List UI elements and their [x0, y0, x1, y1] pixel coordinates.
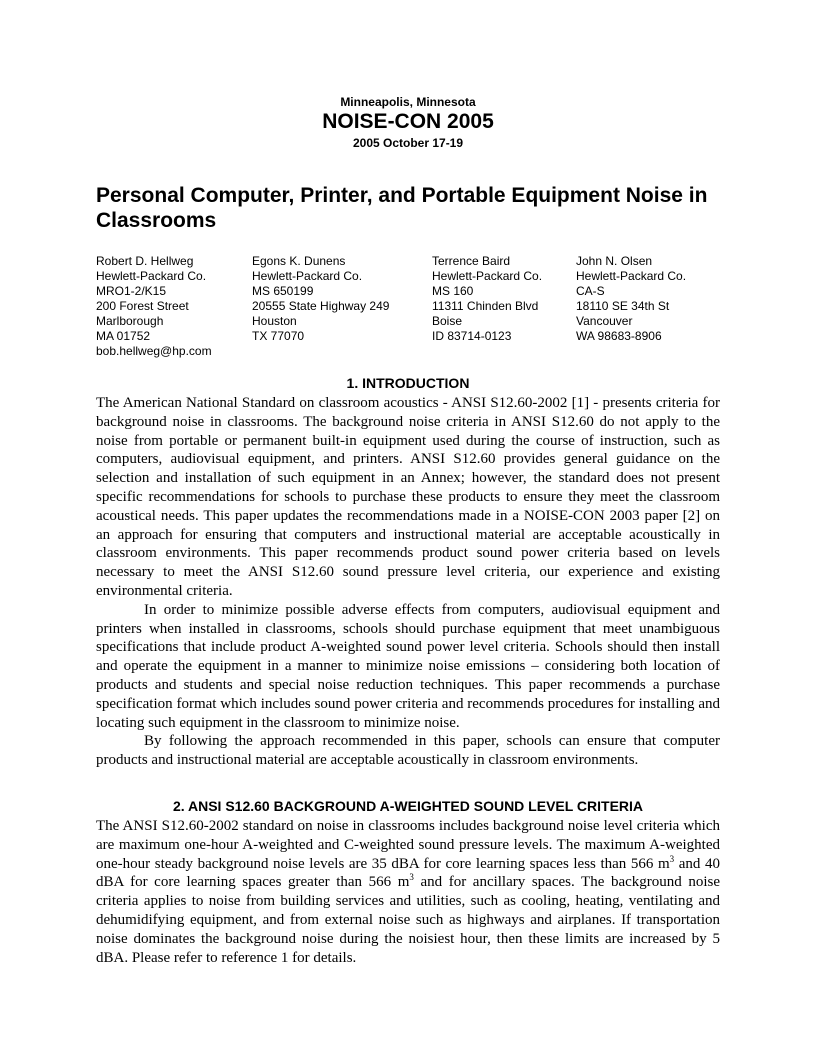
paragraph: The American National Standard on classroom acoustics - ANSI S12.60-2002 [1] - presents criteria for background noise in classrooms. The background noise criteria in ANSI S12.60 do not apply to the noise from portable or permanent built-in equipment used during the course of instruction, such as computers, audiovisual equipment, and printers. ANSI S12.60 provides general guidance on the selection and installation of such equipment in an Annex; however, the standard does not present specific recommendations for schools to purchase these products to ensure they meet the classroom acoustical needs. This paper updates the recommendations made in a NOISE-CON 2003 paper [2] on an approach for ensuring that computers and instructional material are acceptable acoustically in classroom environments. This paper recommends product sound power criteria based on levels necessary to meet the ANSI S12.60 sound pressure level criteria, our experience and existing environmental criteria. [96, 395, 720, 599]
author-region: TX 77070 [252, 329, 305, 343]
superscript: 3 [669, 853, 675, 864]
text-run: and for ancillary spaces. The background noise criteria applies to noise from building services and utilities, such as cooling, heating, ventilating and dehumidifying equipment, and from external noise such as highways and airplanes. If transportation noise dominates the background noise during the noisiest hour, then these limits are increased by 5 dBA. Please refer to reference 1 for details. [96, 874, 720, 966]
section-1-body [96, 394, 720, 770]
paragraph: By following the approach recommended in this paper, schools can ensure that computer products and instructional material are acceptable acoustically in classroom environments. [96, 733, 720, 769]
text-run: The ANSI S12.60-2002 standard on noise in classrooms includes background noise level criteria which are maximum one-hour A-weighted and C-weighted sound pressure levels. The maximum A-weighted one-hour steady background noise levels are 35 dBA for core learning spaces less than 566 m [96, 818, 720, 872]
conference-dates: 2005 October 17-19 [352, 136, 464, 150]
author-city: Boise [432, 314, 463, 328]
paper-title: Personal Computer, Printer, and Portable Equipment Noise in Classrooms [96, 184, 708, 232]
author-org: Hewlett-Packard Co. [432, 269, 543, 283]
author-region: WA 98683-8906 [576, 329, 662, 343]
author-mailstop: CA-S [576, 284, 605, 298]
author-mailstop: MS 160 [432, 284, 474, 298]
author-region: MA 01752 [96, 329, 151, 343]
author-mailstop: MRO1-2/K15 [96, 284, 167, 298]
author-region: ID 83714-0123 [432, 329, 512, 343]
author-city: Houston [252, 314, 297, 328]
author-org: Hewlett-Packard Co. [96, 269, 207, 283]
author-street: 20555 State Highway 249 [252, 299, 390, 313]
section-2-heading: 2. ANSI S12.60 BACKGROUND A-WEIGHTED SOUND LEVEL CRITERIA [172, 798, 644, 814]
author-name: Terrence Baird [432, 254, 511, 268]
author-block [96, 254, 720, 364]
author-street: 11311 Chinden Blvd [432, 299, 539, 313]
conference-name: NOISE-CON 2005 [322, 110, 494, 133]
author-city: Marlborough [96, 314, 164, 328]
author-3 [432, 254, 542, 344]
author-1 [96, 254, 212, 359]
text-run: and 40 dBA for core learning spaces greater than 566 m [96, 855, 720, 891]
author-name: John N. Olsen [576, 254, 653, 268]
superscript: 3 [409, 872, 414, 883]
paragraph [96, 817, 720, 967]
author-4 [576, 254, 686, 344]
author-2 [252, 254, 389, 344]
author-org: Hewlett-Packard Co. [576, 269, 687, 283]
section-2-body [96, 817, 720, 967]
author-name: Egons K. Dunens [252, 254, 346, 268]
author-mailstop: MS 650199 [252, 284, 314, 298]
author-street: 18110 SE 34th St [576, 299, 670, 313]
author-street: 200 Forest Street [96, 299, 189, 313]
author-org: Hewlett-Packard Co. [252, 269, 363, 283]
author-city: Vancouver [576, 314, 633, 328]
author-name: Robert D. Hellweg [96, 254, 194, 268]
author-email: bob.hellweg@hp.com [96, 344, 212, 358]
paragraph: In order to minimize possible adverse effects from computers, audiovisual equipment and printers when installed in classrooms, schools should purchase equipment that meet unambiguous specifications that include product A-weighted sound power level criteria. Schools should then install and operate the equipment in a manner to minimize noise emissions – considering both location of products and students and special noise reduction techniques. This paper recommends a purchase specification format which includes sound power criteria and recommends procedures for installing and locating such equipment in the classroom to minimize noise. [96, 601, 720, 731]
section-1-heading: 1. INTRODUCTION [346, 375, 470, 391]
conference-location: Minneapolis, Minnesota [340, 95, 476, 109]
